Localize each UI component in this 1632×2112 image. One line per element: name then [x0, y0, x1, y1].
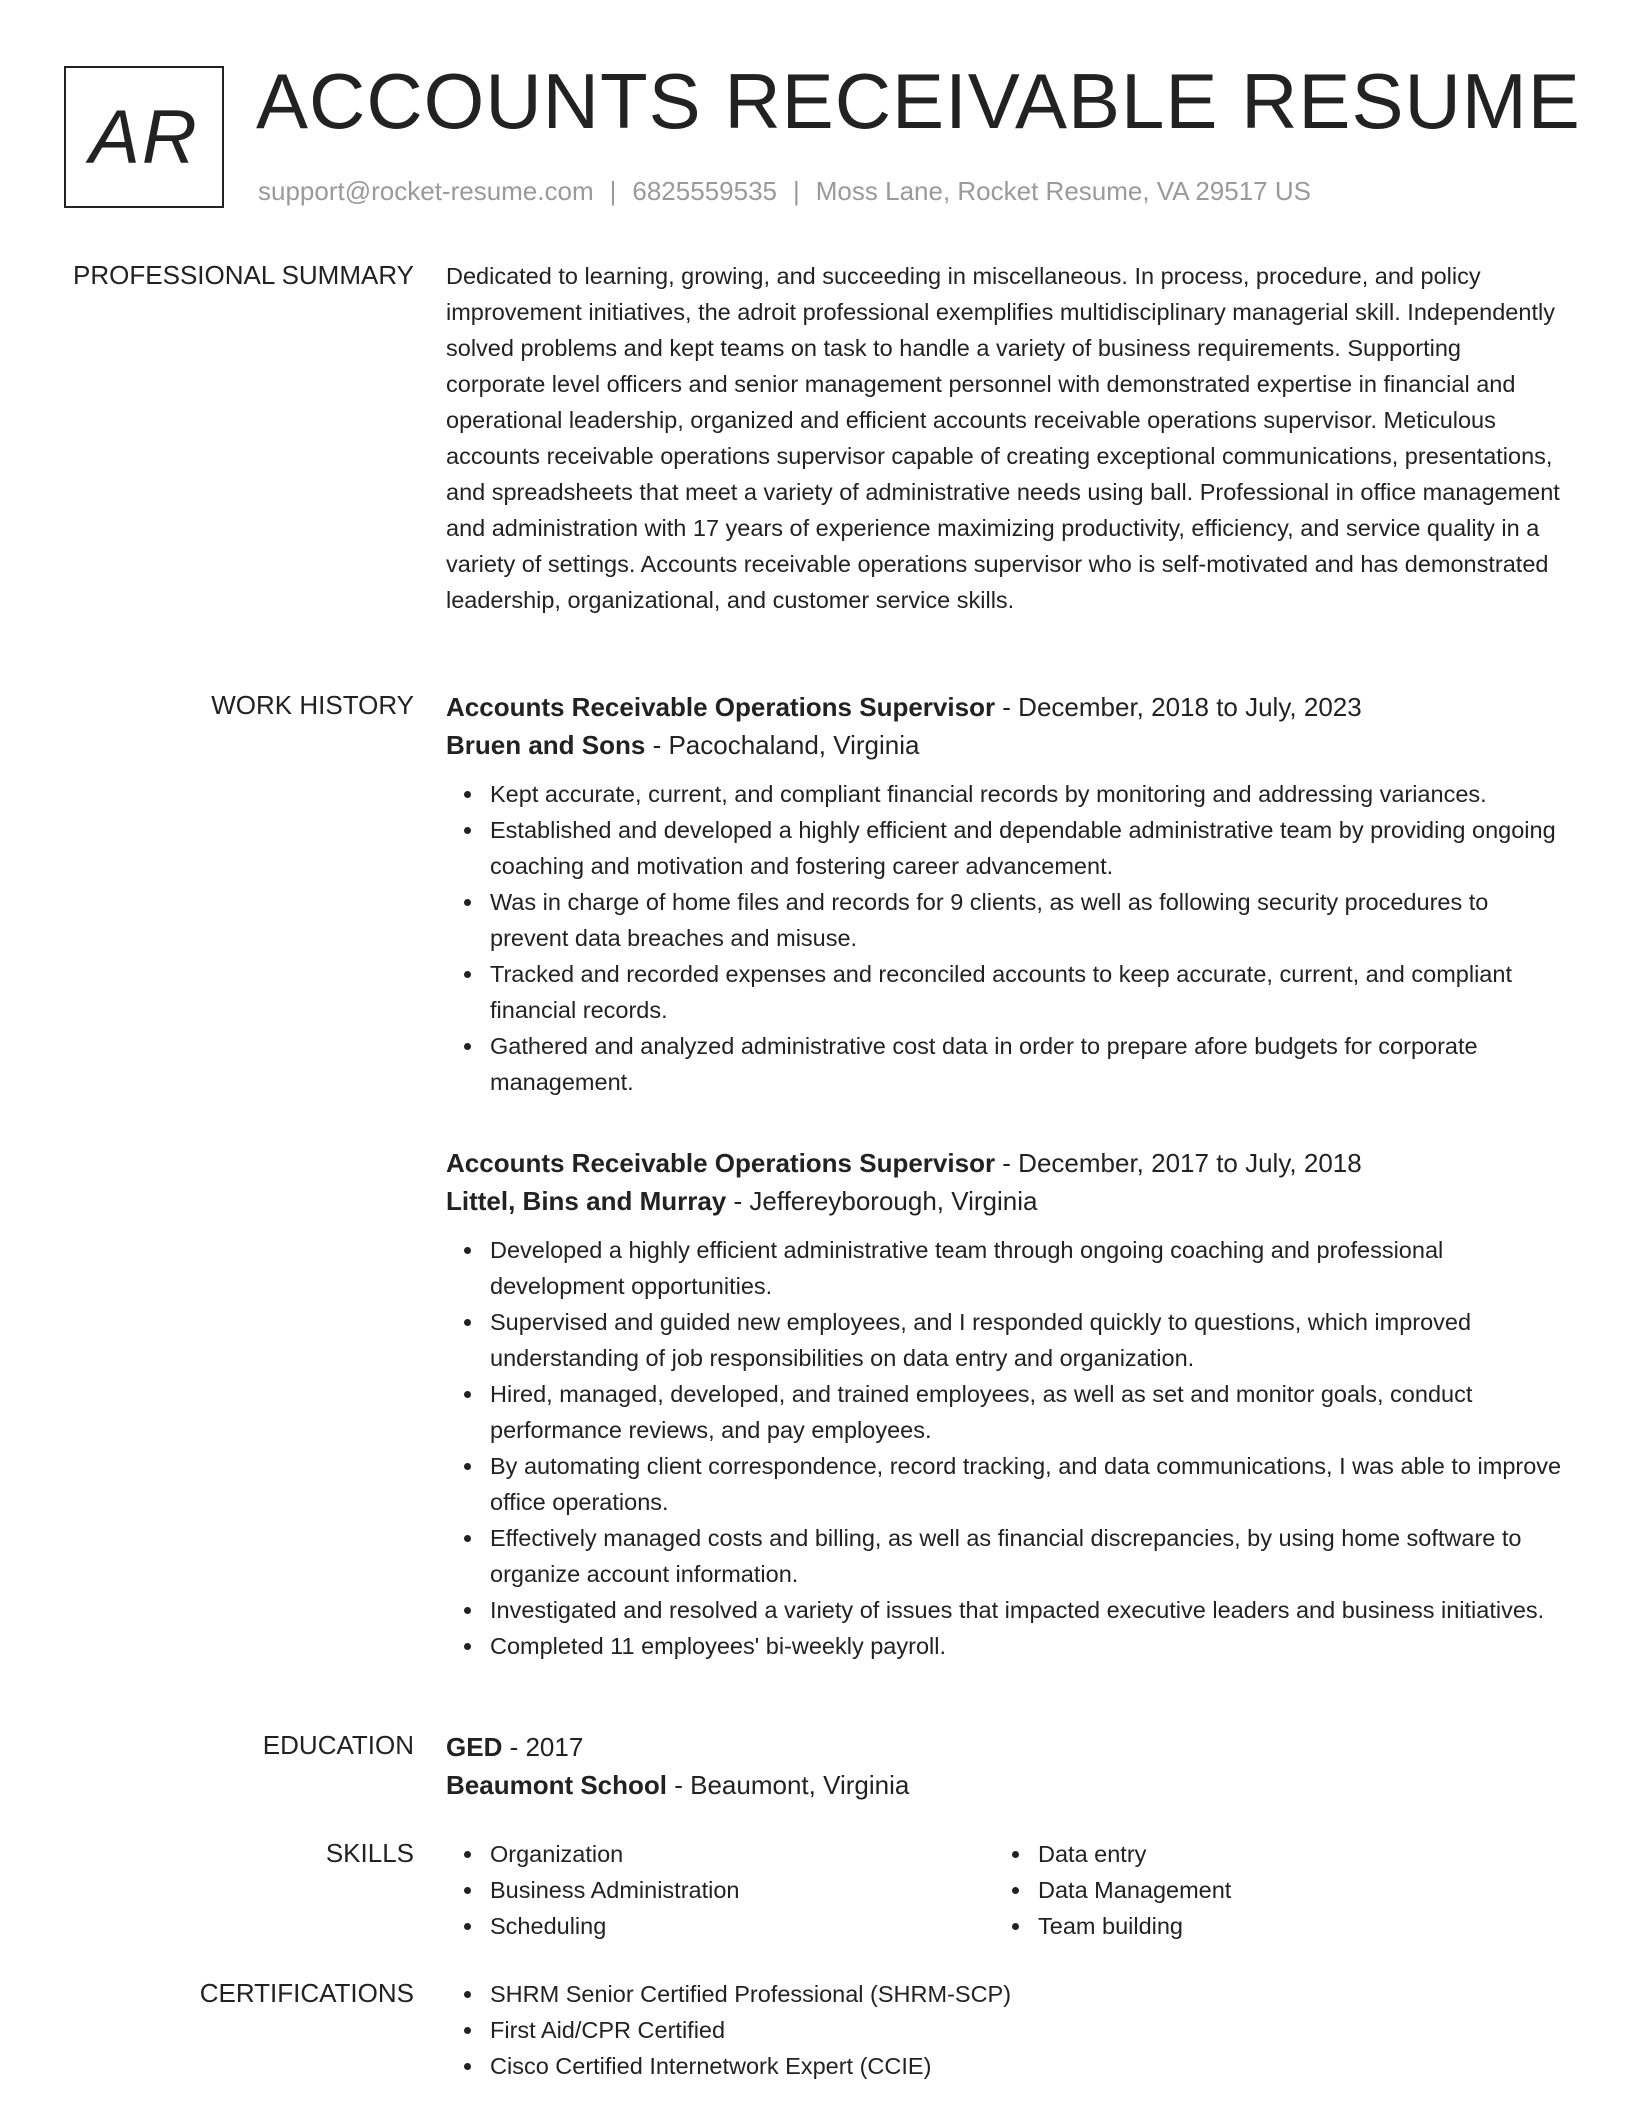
job-bullets	[446, 776, 1566, 1100]
job-dates: - December, 2018 to July, 2023	[995, 692, 1362, 722]
skills-heading: SKILLS	[325, 1838, 414, 1868]
work-history-body	[446, 688, 1566, 1708]
education-body	[446, 1728, 1566, 1804]
certifications-heading: CERTIFICATIONS	[199, 1978, 414, 2008]
education-heading: EDUCATION	[262, 1730, 414, 1760]
contact-separator: |	[609, 176, 617, 206]
skills-body	[446, 1836, 1566, 1944]
list-item: Gathered and analyzed administrative cost data in order to prepare afore budgets for corporate management.	[490, 1028, 1566, 1100]
list-item: Cisco Certified Internetwork Expert (CCIE)	[490, 2048, 1566, 2084]
job-location: - Pacochaland, Virginia	[645, 730, 920, 760]
list-item: Investigated and resolved a variety of issues that impacted executive leaders and business initiatives.	[490, 1592, 1566, 1628]
list-item: Scheduling	[490, 1908, 994, 1944]
education-year: - 2017	[502, 1732, 584, 1762]
list-item: Supervised and guided new employees, and I responded quickly to questions, which improved understanding of job responsibilities on data entry and organization.	[490, 1304, 1566, 1376]
skills-grid	[446, 1836, 1566, 1944]
skills-list	[994, 1836, 1542, 1944]
certifications-body	[446, 1976, 1566, 2084]
job-title: Accounts Receivable Operations Supervisor	[446, 692, 996, 722]
certifications-list	[446, 1976, 1566, 2084]
job-title: Accounts Receivable Operations Supervisor	[446, 1148, 996, 1178]
job-entry	[446, 1144, 1566, 1664]
list-item: Data entry	[1038, 1836, 1542, 1872]
resume-title: ACCOUNTS RECEIVABLE RESUME	[256, 57, 1581, 145]
summary-body	[446, 258, 1566, 618]
job-location: - Jeffereyborough, Virginia	[726, 1186, 1038, 1216]
contact-email[interactable]: support@rocket-resume.com	[258, 176, 594, 206]
skills-column-left	[446, 1836, 994, 1944]
contact-separator: |	[793, 176, 800, 206]
list-item: Data Management	[1038, 1872, 1542, 1908]
job-title-line	[446, 688, 1566, 726]
job-company-line	[446, 726, 1566, 764]
list-item: By automating client correspondence, record tracking, and data communications, I was able to improve office operations.	[490, 1448, 1566, 1520]
skills-column-right	[994, 1836, 1542, 1944]
list-item: Effectively managed costs and billing, as well as financial discrepancies, by using home software to organize account information.	[490, 1520, 1566, 1592]
list-item: Team building	[1038, 1908, 1542, 1944]
list-item: Tracked and recorded expenses and reconciled accounts to keep accurate, current, and compliant financial records.	[490, 956, 1566, 1028]
work-history-heading: WORK HISTORY	[211, 690, 414, 720]
job-title-line	[446, 1144, 1566, 1182]
job-company: Bruen and Sons	[446, 730, 646, 760]
monogram-badge: AR	[64, 66, 224, 208]
list-item: First Aid/CPR Certified	[490, 2012, 1566, 2048]
list-item: Business Administration	[490, 1872, 994, 1908]
education-location: - Beaumont, Virginia	[667, 1770, 910, 1800]
job-company: Littel, Bins and Murray	[446, 1186, 727, 1216]
job-bullets	[446, 1232, 1566, 1664]
list-item: Completed 11 employees' bi-weekly payroll.	[490, 1628, 1566, 1664]
education-school-line	[446, 1766, 1566, 1804]
job-company-line	[446, 1182, 1566, 1220]
list-item: Developed a highly efficient administrative team through ongoing coaching and professional development opportunities.	[490, 1232, 1566, 1304]
list-item: Hired, managed, developed, and trained employees, as well as set and monitor goals, conduct performance reviews, and pay employees.	[490, 1376, 1566, 1448]
education-degree-line	[446, 1728, 1566, 1766]
list-item: Kept accurate, current, and compliant financial records by monitoring and addressing variances.	[490, 776, 1566, 812]
contact-address: Moss Lane, Rocket Resume, VA 29517 US	[815, 176, 1311, 206]
list-item: Organization	[490, 1836, 994, 1872]
summary-heading: PROFESSIONAL SUMMARY	[73, 260, 414, 290]
job-entry	[446, 688, 1566, 1100]
list-item: SHRM Senior Certified Professional (SHRM-SCP)	[490, 1976, 1566, 2012]
contact-line	[258, 174, 1311, 208]
skills-list	[446, 1836, 994, 1944]
contact-phone[interactable]: 6825559535	[632, 176, 777, 206]
summary-text: Dedicated to learning, growing, and succeeding in miscellaneous. In process, procedure, and policy improvement initiatives, the adroit professional exemplifies multidisciplinary managerial skill. Independently solved problems and kept teams on task to handle a variety of business requirements. Supporting corporate level officers and senior management personnel with demonstrated expertise in financial and operational leadership, organized and efficient accounts receivable operations supervisor. Meticulous accounts receivable operations supervisor capable of creating exceptional communications, presentations, and spreadsheets that meet a variety of administrative needs using ball. Professional in office management and administration with 17 years of experience maximizing productivity, efficiency, and service quality in a variety of settings. Accounts receivable operations supervisor who is self-motivated and has demonstrated leadership, organizational, and customer service skills.	[446, 263, 1560, 613]
list-item: Established and developed a highly efficient and dependable administrative team by providing ongoing coaching and motivation and fostering career advancement.	[490, 812, 1566, 884]
list-item: Was in charge of home files and records for 9 clients, as well as following security procedures to prevent data breaches and misuse.	[490, 884, 1566, 956]
job-dates: - December, 2017 to July, 2018	[995, 1148, 1362, 1178]
education-degree: GED	[446, 1732, 503, 1762]
education-school: Beaumont School	[446, 1770, 668, 1800]
